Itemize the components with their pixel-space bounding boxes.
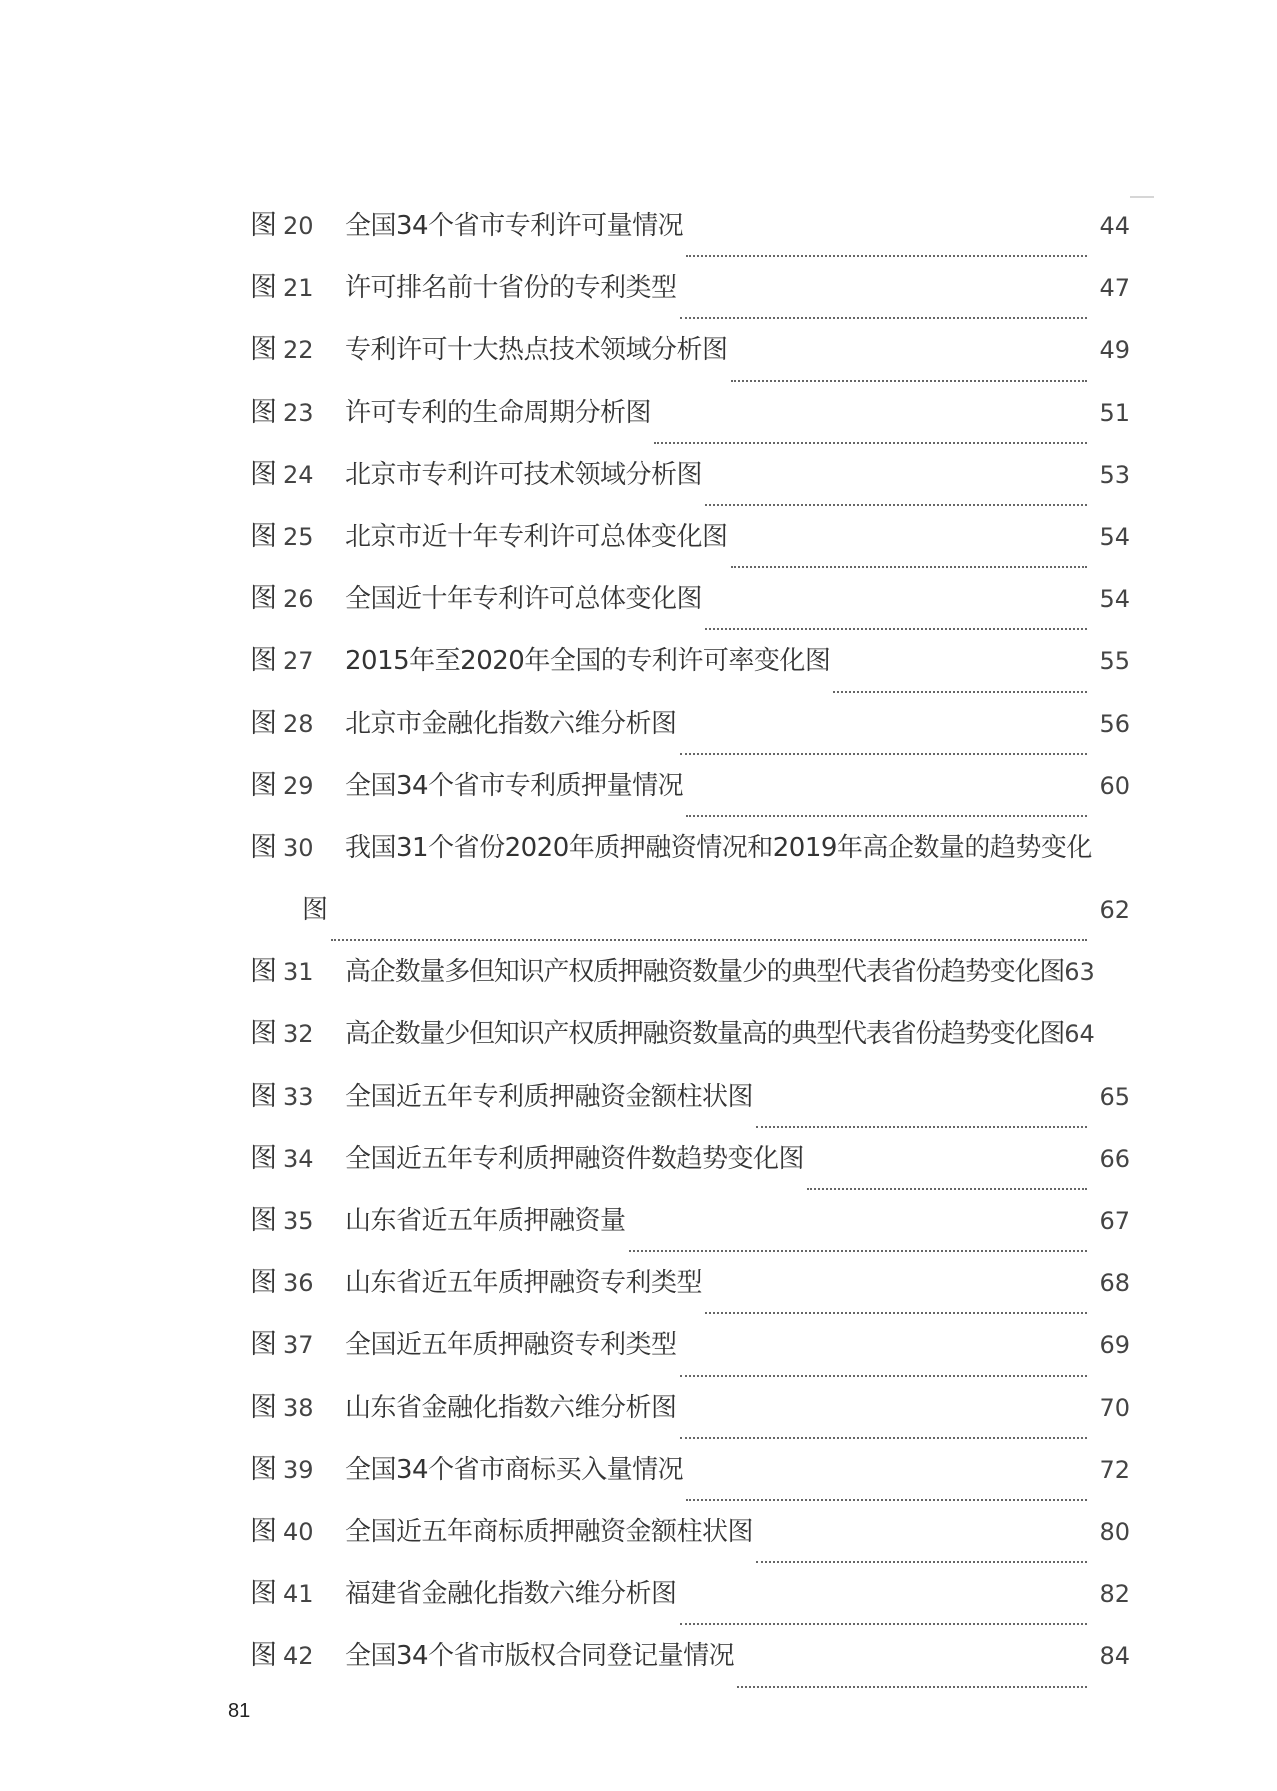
- toc-entry[interactable]: [250, 643, 1130, 705]
- toc-entry[interactable]: [250, 1327, 1130, 1389]
- figure-number: 42: [283, 1642, 314, 1671]
- entry-page-number: 70: [1099, 1393, 1130, 1422]
- dot-leader: [807, 1187, 1087, 1190]
- entry-title: 高企数量少但知识产权质押融资数量高的典型代表省份趋势变化图: [345, 1019, 1065, 1050]
- figure-number: 39: [283, 1455, 314, 1484]
- dot-leader: [680, 752, 1087, 755]
- dot-leader: [629, 1249, 1087, 1252]
- figure-number: 33: [283, 1082, 314, 1111]
- entry-page-number: 80: [1099, 1517, 1130, 1546]
- figure-word: 图: [250, 458, 277, 490]
- toc-entry[interactable]: [250, 208, 1130, 270]
- figure-word: 图: [250, 1205, 277, 1236]
- figure-word: 图: [250, 520, 277, 552]
- figure-word: 图: [250, 1267, 277, 1299]
- toc-entry[interactable]: [250, 706, 1130, 768]
- dot-leader: [731, 379, 1087, 382]
- figure-number: 35: [283, 1207, 314, 1235]
- figure-number: 31: [283, 958, 314, 987]
- figure-word: 图: [250, 1018, 277, 1050]
- figure-label: [250, 1265, 345, 1301]
- dot-leader: [705, 503, 1087, 506]
- toc-entry[interactable]: [250, 270, 1130, 332]
- entry-title: 山东省近五年质押融资专利类型: [345, 1268, 703, 1299]
- figure-label: [250, 208, 345, 244]
- dot-leader: [680, 316, 1087, 319]
- dot-leader: [686, 814, 1087, 817]
- entry-page-number: 82: [1099, 1580, 1130, 1609]
- figure-number: 25: [283, 522, 314, 551]
- entry-page-number: 55: [1099, 647, 1130, 676]
- figure-label: [250, 457, 345, 493]
- figure-word: 图: [250, 645, 277, 677]
- figure-word: 图: [250, 396, 277, 428]
- entry-title: 专利许可十大热点技术领域分析图: [345, 335, 728, 366]
- entry-title: 全国近五年商标质押融资金额柱状图: [345, 1516, 754, 1547]
- entry-page-number: 65: [1099, 1082, 1130, 1111]
- toc-entry[interactable]: [250, 1576, 1130, 1638]
- figure-word: 图: [250, 1391, 277, 1423]
- figure-number: 26: [283, 585, 314, 614]
- dot-leader: [833, 690, 1087, 693]
- entry-title: 北京市专利许可技术领域分析图: [345, 459, 703, 490]
- toc-entry[interactable]: [250, 954, 1130, 1016]
- figure-number: 34: [283, 1144, 314, 1173]
- figure-number: 36: [283, 1269, 314, 1298]
- entry-title: 全国34个省市专利质押量情况: [345, 770, 684, 801]
- toc-entry[interactable]: [250, 395, 1130, 457]
- entry-title: 全国近五年质押融资专利类型: [345, 1330, 677, 1361]
- figure-number: 41: [283, 1580, 314, 1609]
- entry-title: 全国34个省市商标买入量情况: [345, 1454, 684, 1485]
- dot-leader: [756, 1560, 1087, 1563]
- figure-number: 28: [283, 709, 314, 738]
- figure-word: 图: [250, 831, 277, 863]
- entry-title: 全国近五年专利质押融资金额柱状图: [345, 1081, 754, 1112]
- entry-page-number: 72: [1099, 1455, 1130, 1484]
- figure-label: [250, 1079, 345, 1115]
- figure-label: [250, 768, 345, 804]
- figure-number: 23: [283, 398, 314, 427]
- figure-number: 20: [283, 212, 314, 240]
- toc-entry[interactable]: [250, 1638, 1130, 1700]
- dot-leader: [331, 938, 1087, 941]
- figure-label: [250, 270, 345, 306]
- entry-title: 福建省金融化指数六维分析图: [345, 1579, 677, 1610]
- figure-number: 30: [283, 833, 314, 862]
- entry-title-continuation: 图: [302, 895, 328, 926]
- figure-label: [250, 1203, 345, 1239]
- toc-entry[interactable]: [250, 1079, 1130, 1141]
- figure-label: [250, 581, 345, 617]
- entry-page-number: 60: [1099, 771, 1130, 800]
- figure-label: [250, 954, 345, 990]
- entry-title: 2015年至2020年全国的专利许可率变化图: [345, 646, 831, 677]
- toc-entry[interactable]: [250, 830, 1130, 892]
- toc-entry[interactable]: [250, 1141, 1130, 1203]
- figure-word: 图: [250, 1329, 277, 1361]
- figure-word: 图: [250, 1080, 277, 1112]
- dot-leader: [680, 1374, 1087, 1377]
- entry-page-number: 53: [1099, 460, 1130, 489]
- figure-label: [250, 1452, 345, 1488]
- dot-leader: [737, 1685, 1087, 1688]
- figure-label: [250, 395, 345, 431]
- entry-title: 全国近十年专利许可总体变化图: [345, 584, 703, 615]
- figure-word: 图: [250, 956, 277, 988]
- figure-number: 37: [283, 1331, 314, 1360]
- figure-label: [250, 519, 345, 555]
- figure-word: 图: [250, 707, 277, 739]
- figure-label: [250, 1576, 345, 1612]
- figure-number: 22: [283, 336, 314, 365]
- figure-label: [250, 1514, 345, 1550]
- figure-index: [250, 208, 1130, 1701]
- entry-page-number: 84: [1099, 1642, 1130, 1671]
- entry-page-number: 66: [1099, 1144, 1130, 1173]
- toc-entry[interactable]: [250, 1452, 1130, 1514]
- toc-entry[interactable]: [250, 457, 1130, 519]
- entry-title: 全国34个省市专利许可量情况: [345, 211, 684, 241]
- entry-title: 北京市金融化指数六维分析图: [345, 708, 677, 739]
- figure-word: 图: [250, 583, 277, 615]
- figure-label: [250, 1390, 345, 1426]
- toc-entry[interactable]: [250, 1390, 1130, 1452]
- entry-page-number: 54: [1099, 522, 1130, 551]
- entry-title: 北京市近十年专利许可总体变化图: [345, 521, 728, 552]
- dot-leader: [686, 1498, 1087, 1501]
- figure-label: [250, 1638, 345, 1674]
- toc-entry[interactable]: [250, 1514, 1130, 1576]
- figure-number: 27: [283, 647, 314, 676]
- figure-label: [250, 332, 345, 368]
- entry-page-number: 68: [1099, 1269, 1130, 1298]
- figure-word: 图: [250, 1515, 277, 1547]
- toc-entry-continuation[interactable]: [250, 892, 1130, 954]
- entry-title: 全国34个省市版权合同登记量情况: [345, 1641, 735, 1672]
- figure-word: 图: [250, 769, 277, 801]
- toc-entry[interactable]: [250, 519, 1130, 581]
- entry-title: 许可专利的生命周期分析图: [345, 397, 652, 428]
- figure-label: [250, 830, 345, 866]
- entry-title: 全国近五年专利质押融资件数趋势变化图: [345, 1143, 805, 1174]
- toc-entry[interactable]: [250, 1265, 1130, 1327]
- entry-title: 许可排名前十省份的专利类型: [345, 273, 677, 304]
- figure-word: 图: [250, 1640, 277, 1672]
- dot-leader: [756, 1125, 1087, 1128]
- figure-word: 图: [250, 1142, 277, 1174]
- figure-number: 38: [283, 1393, 314, 1422]
- dot-leader: [705, 1311, 1087, 1314]
- entry-page-number: 51: [1099, 398, 1130, 427]
- page-number: 81: [228, 1700, 251, 1722]
- entry-page-number: 47: [1099, 274, 1130, 303]
- entry-title: 我国31个省份2020年质押融资情况和2019年高企数量的趋势变化: [345, 832, 1092, 863]
- figure-word: 图: [250, 1578, 277, 1610]
- figure-number: 32: [283, 1020, 314, 1049]
- entry-page-number: 67: [1099, 1207, 1130, 1235]
- figure-word: 图: [250, 1453, 277, 1485]
- figure-label: [250, 643, 345, 679]
- figure-label: [250, 1016, 345, 1052]
- toc-entry[interactable]: [250, 332, 1130, 394]
- figure-number: 24: [283, 460, 314, 489]
- toc-entry[interactable]: [250, 768, 1130, 830]
- dot-leader: [680, 1622, 1087, 1625]
- figure-label: [250, 1141, 345, 1177]
- dot-leader: [731, 565, 1087, 568]
- figure-number: 40: [283, 1517, 314, 1546]
- entry-page-number: 54: [1099, 585, 1130, 614]
- figure-word: 图: [250, 210, 277, 241]
- entry-page-number: 49: [1099, 336, 1130, 365]
- figure-word: 图: [250, 334, 277, 366]
- entry-page-number: 56: [1099, 709, 1130, 738]
- entry-page-number: 69: [1099, 1331, 1130, 1360]
- figure-number: 29: [283, 771, 314, 800]
- dot-leader: [705, 627, 1087, 630]
- entry-page-number: 44: [1099, 212, 1130, 240]
- figure-number: 21: [283, 274, 314, 303]
- figure-label: [250, 706, 345, 742]
- dot-leader: [686, 254, 1087, 257]
- toc-entry[interactable]: [250, 581, 1130, 643]
- toc-entry[interactable]: [250, 1016, 1130, 1078]
- corner-mark: [1130, 196, 1154, 198]
- dot-leader: [680, 1436, 1087, 1439]
- figure-word: 图: [250, 272, 277, 304]
- entry-title: 高企数量多但知识产权质押融资数量少的典型代表省份趋势变化图: [345, 957, 1065, 988]
- entry-page-number: 63: [1064, 958, 1095, 987]
- toc-entry[interactable]: [250, 1203, 1130, 1265]
- entry-page-number: 62: [1099, 896, 1130, 925]
- entry-title: 山东省金融化指数六维分析图: [345, 1392, 677, 1423]
- dot-leader: [654, 441, 1087, 444]
- entry-page-number: 64: [1064, 1020, 1095, 1049]
- figure-label: [250, 1327, 345, 1363]
- entry-title: 山东省近五年质押融资量: [345, 1206, 626, 1236]
